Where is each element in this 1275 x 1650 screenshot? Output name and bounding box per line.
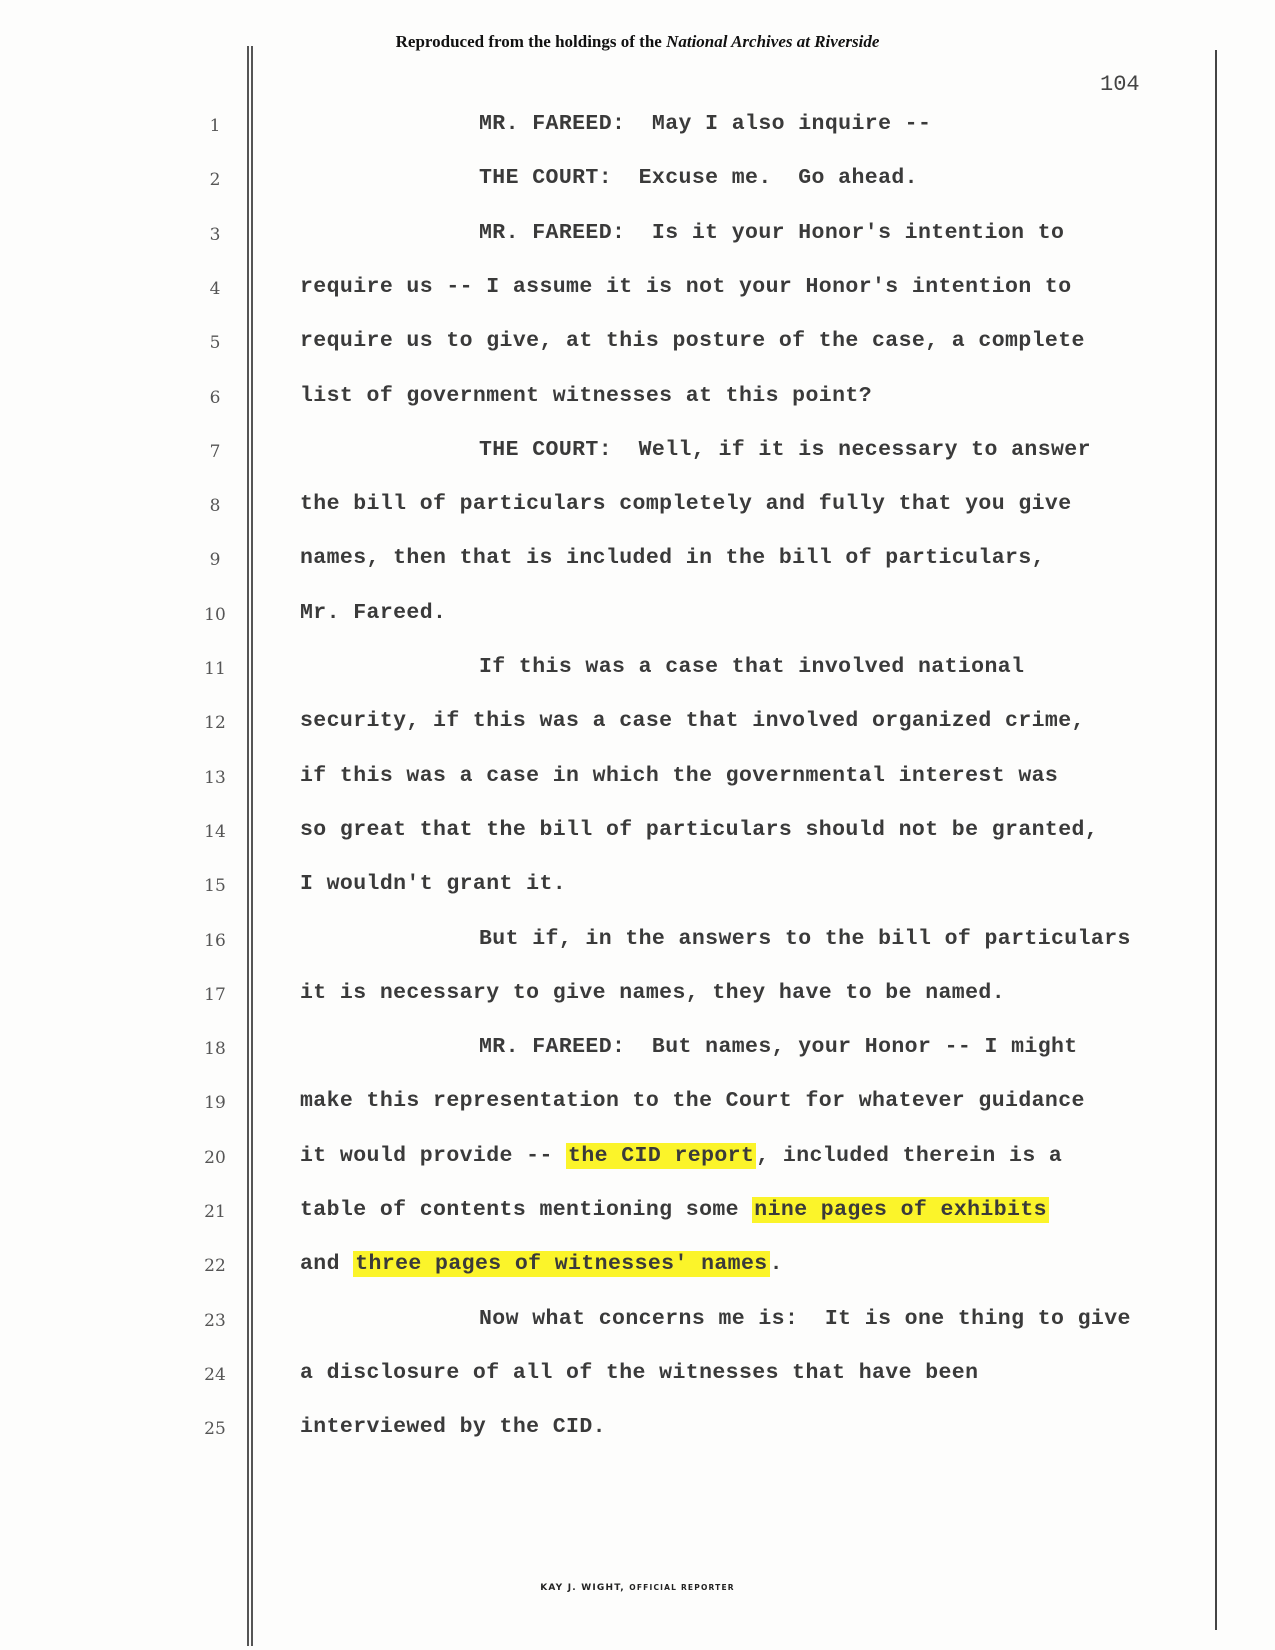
line-text-segment: , included therein is a	[756, 1143, 1063, 1168]
left-margin-rule	[247, 46, 249, 1646]
line-text-segment: if this was a case in which the governmental interest was	[300, 763, 1059, 788]
line-text-segment: If this was a case that involved national	[479, 655, 1025, 679]
line-text-segment: Now what concerns me is: It is one thing to give	[479, 1306, 1131, 1331]
transcript-line	[300, 384, 872, 408]
line-number: 8	[209, 496, 221, 517]
reporter-name: KAY J. WIGHT,	[540, 1583, 630, 1593]
page-number: 104	[1100, 72, 1140, 97]
right-margin-rule	[1215, 50, 1217, 1630]
transcript-line	[300, 709, 1085, 733]
line-text-segment: THE COURT: Excuse me. Go ahead.	[479, 166, 918, 191]
line-number: 17	[204, 984, 226, 1005]
line-text-segment: a disclosure of all of the witnesses that have been	[300, 1360, 979, 1385]
transcript-line	[479, 1307, 1131, 1331]
line-text-segment: Mr. Fareed.	[300, 600, 447, 625]
line-text-segment: MR. FAREED: May I also inquire --	[479, 112, 932, 136]
line-text-segment: require us to give, at this posture of the case, a complete	[300, 329, 1085, 354]
transcript-line	[300, 981, 1005, 1005]
line-number: 21	[204, 1202, 226, 1222]
line-number: 15	[204, 876, 226, 897]
line-text-segment: list of government witnesses at this point?	[300, 383, 872, 408]
transcript-line	[479, 927, 1131, 951]
line-text-segment: the bill of particulars completely and fully that you give	[300, 492, 1072, 517]
line-number: 4	[209, 278, 221, 299]
line-text-segment: THE COURT: Well, if it is necessary to answer	[479, 437, 1091, 462]
transcript-line	[300, 872, 566, 896]
archive-header-prefix: Reproduced from the holdings of the	[395, 32, 667, 51]
line-number: 19	[204, 1093, 226, 1114]
highlighted-text: nine pages of exhibits	[754, 1198, 1047, 1222]
transcript-line	[479, 221, 1064, 245]
archive-name: National Archives at Riverside	[666, 32, 880, 51]
transcript-line	[300, 546, 1045, 570]
transcript-line	[479, 655, 1024, 679]
line-number: 10	[204, 604, 226, 625]
transcript-line	[300, 1144, 1062, 1168]
line-number: 25	[204, 1419, 226, 1440]
line-number: 20	[204, 1147, 226, 1168]
transcript-line	[300, 1089, 1085, 1113]
line-text-segment: so great that the bill of particulars should not be granted,	[300, 817, 1099, 842]
line-text-segment: .	[769, 1252, 783, 1277]
left-margin-rule-inner	[251, 46, 253, 1646]
transcript-line	[479, 1035, 1078, 1059]
transcript-line	[300, 329, 1085, 353]
line-text-segment: make this representation to the Court for whatever guidance	[300, 1089, 1085, 1114]
archive-header	[0, 32, 1275, 52]
line-number: 23	[204, 1310, 226, 1331]
line-text-segment: I wouldn't grant it.	[300, 872, 567, 897]
line-number: 22	[204, 1256, 226, 1277]
line-text-segment: security, if this was a case that involved organized crime,	[300, 709, 1085, 734]
highlighted-text: three pages of witnesses' names	[355, 1252, 768, 1277]
transcript-line	[300, 1415, 606, 1439]
line-number: 1	[209, 116, 221, 136]
line-text-segment: interviewed by the CID.	[300, 1415, 606, 1440]
transcript-line	[300, 1198, 1049, 1222]
line-text-segment: table of contents mentioning some	[300, 1198, 753, 1222]
line-text-segment: MR. FAREED: But names, your Honor -- I might	[479, 1035, 1078, 1060]
transcript-line	[300, 601, 446, 625]
line-number: 9	[209, 550, 221, 571]
transcript-line	[300, 275, 1072, 299]
transcript-line	[479, 112, 931, 136]
line-number: 14	[204, 821, 226, 842]
transcript-line	[479, 166, 918, 190]
line-number: 5	[209, 333, 221, 354]
line-number: 6	[209, 387, 221, 408]
line-number: 13	[204, 767, 226, 788]
line-text-segment: But if, in the answers to the bill of particulars	[479, 926, 1131, 951]
transcript-line	[300, 764, 1058, 788]
highlighted-text: the CID report	[568, 1143, 755, 1168]
line-number: 7	[209, 441, 221, 462]
transcript-line	[300, 1252, 783, 1276]
line-number: 11	[204, 659, 226, 679]
line-number: 18	[204, 1039, 226, 1060]
reporter-title: OFFICIAL REPORTER	[629, 1583, 735, 1592]
transcript-line	[300, 492, 1072, 516]
transcript-line	[300, 1361, 978, 1385]
line-number: 16	[204, 930, 226, 951]
transcript-line	[300, 818, 1098, 842]
transcript-line	[479, 438, 1091, 462]
line-number: 2	[209, 170, 221, 191]
line-text-segment: it would provide --	[300, 1143, 567, 1168]
line-text-segment: it is necessary to give names, they have to be named.	[300, 980, 1006, 1005]
reporter-footer	[0, 1583, 1275, 1593]
line-number: 24	[204, 1364, 226, 1385]
line-text-segment: and	[300, 1252, 354, 1277]
line-text-segment: names, then that is included in the bill of particulars,	[300, 546, 1045, 571]
line-text-segment: MR. FAREED: Is it your Honor's intention to	[479, 220, 1065, 245]
line-number: 12	[204, 713, 226, 734]
line-text-segment: require us -- I assume it is not your Honor's intention to	[300, 274, 1072, 299]
line-number: 3	[209, 224, 221, 245]
